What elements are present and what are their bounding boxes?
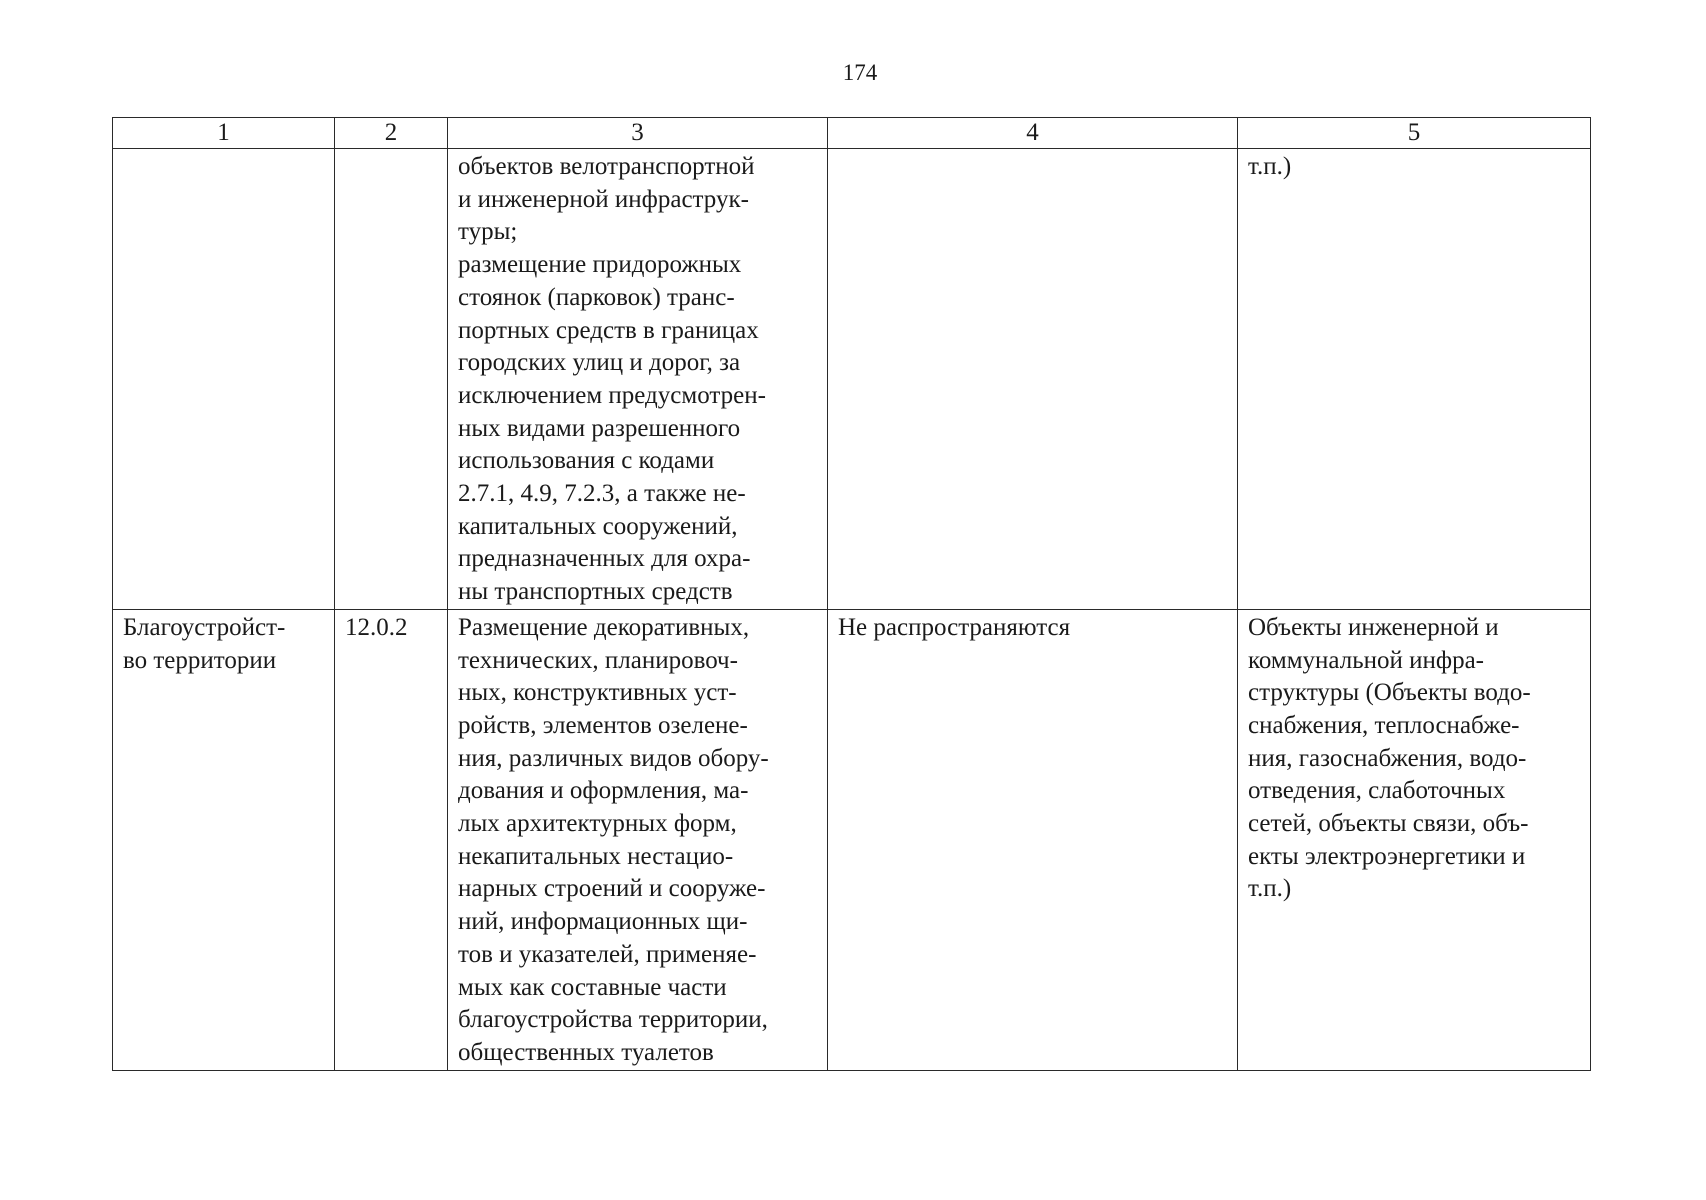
use-name-cell	[113, 149, 335, 610]
header-row	[113, 118, 1591, 149]
use-code-cell	[335, 149, 448, 610]
page-number: 174	[842, 60, 878, 85]
column-header-3: 3	[448, 118, 828, 149]
objects-cell	[1238, 609, 1591, 1070]
use-name-cell	[113, 609, 335, 1070]
use-description-cell	[448, 609, 828, 1070]
column-header-1: 1	[113, 118, 335, 149]
zoning-table	[112, 117, 1591, 1071]
column-header-2: 2	[335, 118, 448, 149]
table-row	[113, 609, 1591, 1070]
objects: Объекты инженерной и коммунальной инфра- структуры (Объекты водо- снабжения, теплоснабже- ния, газоснабжения, водо- отведения, слаботочных сетей, объекты связи, объ- екты электроэнергетики и т.п.)	[1248, 613, 1531, 903]
restrictions-cell	[828, 149, 1238, 610]
column-header-5: 5	[1238, 118, 1591, 149]
use-description-cell	[448, 149, 828, 610]
use-name: Благоустройст- во территории	[123, 613, 286, 674]
use-description: Размещение декоративных, технических, планировоч- ных, конструктивных уст- ройств, элементов озелене- ния, различных видов обору- дования и оформления, ма- лых архитектурных форм, некапитальных нестацио- нарных строений и сооруже- ний, информационных щи- тов и указателей, применяе- мых как составные части благоустройства территории, общественных туалетов	[458, 613, 769, 1066]
restrictions-cell	[828, 609, 1238, 1070]
use-code: 12.0.2	[345, 613, 408, 641]
use-code-cell	[335, 609, 448, 1070]
objects: т.п.)	[1248, 153, 1292, 180]
restrictions: Не распространяются	[838, 613, 1071, 641]
objects-cell	[1238, 149, 1591, 610]
use-description: объектов велотранспортной и инженерной инфраструк- туры; размещение придорожных стоянок (парковок) транс- портных средств в границах городских улиц и дорог, за исключением предусмотрен- ных видами разрешенного использования с кодами 2.7.1, 4.9, 7.2.3, а также не- капитальных сооружений, предназначенных для охра- ны транспортных средств	[458, 153, 766, 606]
table-row	[113, 149, 1591, 610]
column-header-4: 4	[828, 118, 1238, 149]
